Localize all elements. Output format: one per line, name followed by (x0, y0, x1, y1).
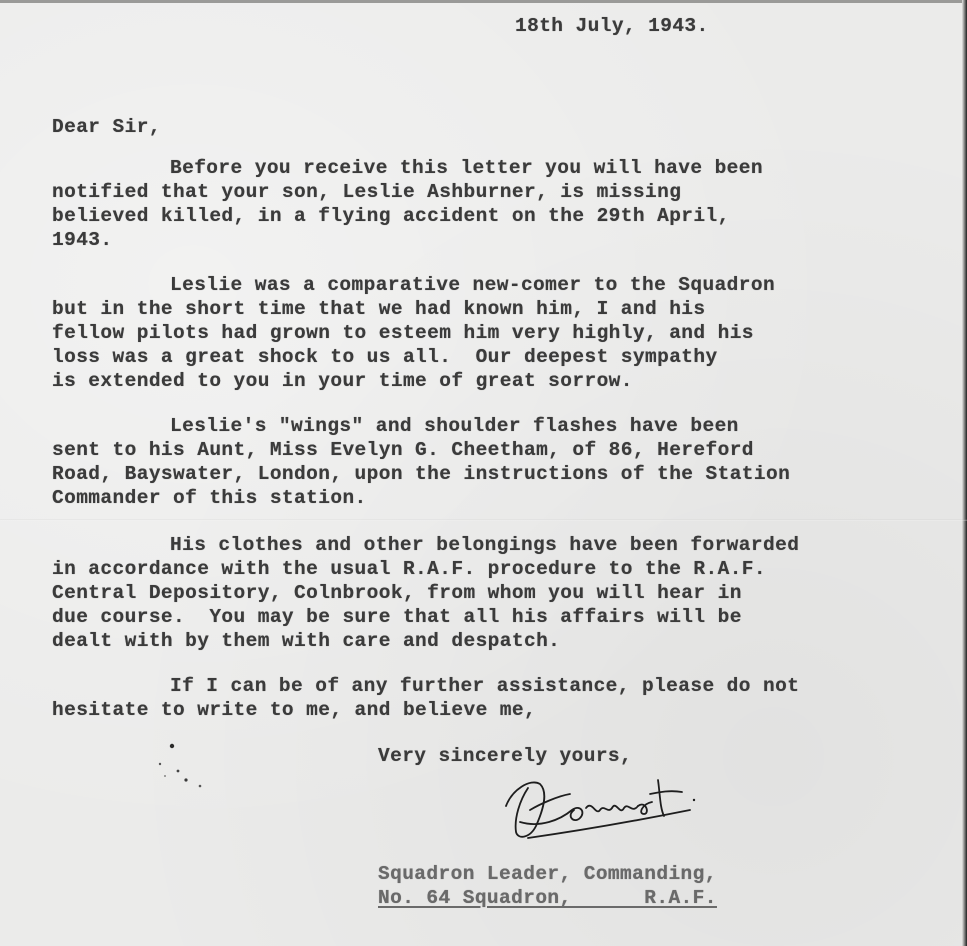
page-top-edge (0, 0, 967, 3)
closing-line: Very sincerely yours, (378, 745, 633, 767)
paragraph-2-line-3: fellow pilots had grown to esteem him very highly, and his (52, 322, 754, 344)
letter-date: 18th July, 1943. (515, 15, 709, 37)
paragraph-2-line-1: Leslie was a comparative new-comer to the Squadron (170, 274, 776, 296)
signatory-unit: No. 64 Squadron, R.A.F. (378, 887, 717, 909)
paragraph-2-line-5: is extended to you in your time of great sorrow. (52, 370, 633, 392)
ink-specks (140, 736, 220, 806)
paragraph-5-line-2: hesitate to write to me, and believe me, (52, 699, 537, 721)
paragraph-4-line-5: dealt with by them with care and despatch. (52, 630, 561, 652)
paragraph-1-line-2: notified that your son, Leslie Ashburner, is missing (52, 181, 682, 203)
handwritten-signature (500, 770, 700, 850)
paragraph-1-line-1: Before you receive this letter you will have been (170, 157, 763, 179)
paragraph-2-line-2: but in the short time that we had known him, I and his (52, 298, 706, 320)
paragraph-3-line-4: Commander of this station. (52, 487, 367, 509)
paragraph-2-line-4: loss was a great shock to us all. Our deepest sympathy (52, 346, 718, 368)
paper-fold-line (0, 519, 967, 521)
paragraph-4-line-4: due course. You may be sure that all his affairs will be (52, 606, 742, 628)
paragraph-5-line-1: If I can be of any further assistance, please do not (170, 675, 800, 697)
paragraph-3-line-1: Leslie's "wings" and shoulder flashes have been (170, 415, 739, 437)
paragraph-4-line-1: His clothes and other belongings have been forwarded (170, 534, 800, 556)
paragraph-1-line-4: 1943. (52, 229, 113, 251)
paragraph-1-line-3: believed killed, in a flying accident on the 29th April, (52, 205, 730, 227)
salutation: Dear Sir, (52, 116, 161, 138)
signatory-title: Squadron Leader, Commanding, (378, 863, 717, 885)
paragraph-4-line-3: Central Depository, Colnbrook, from whom you will hear in (52, 582, 742, 604)
paragraph-4-line-2: in accordance with the usual R.A.F. procedure to the R.A.F. (52, 558, 767, 580)
page-right-edge (962, 0, 967, 946)
paragraph-3-line-3: Road, Bayswater, London, upon the instructions of the Station (52, 463, 791, 485)
paragraph-3-line-2: sent to his Aunt, Miss Evelyn G. Cheetham, of 86, Hereford (52, 439, 754, 461)
